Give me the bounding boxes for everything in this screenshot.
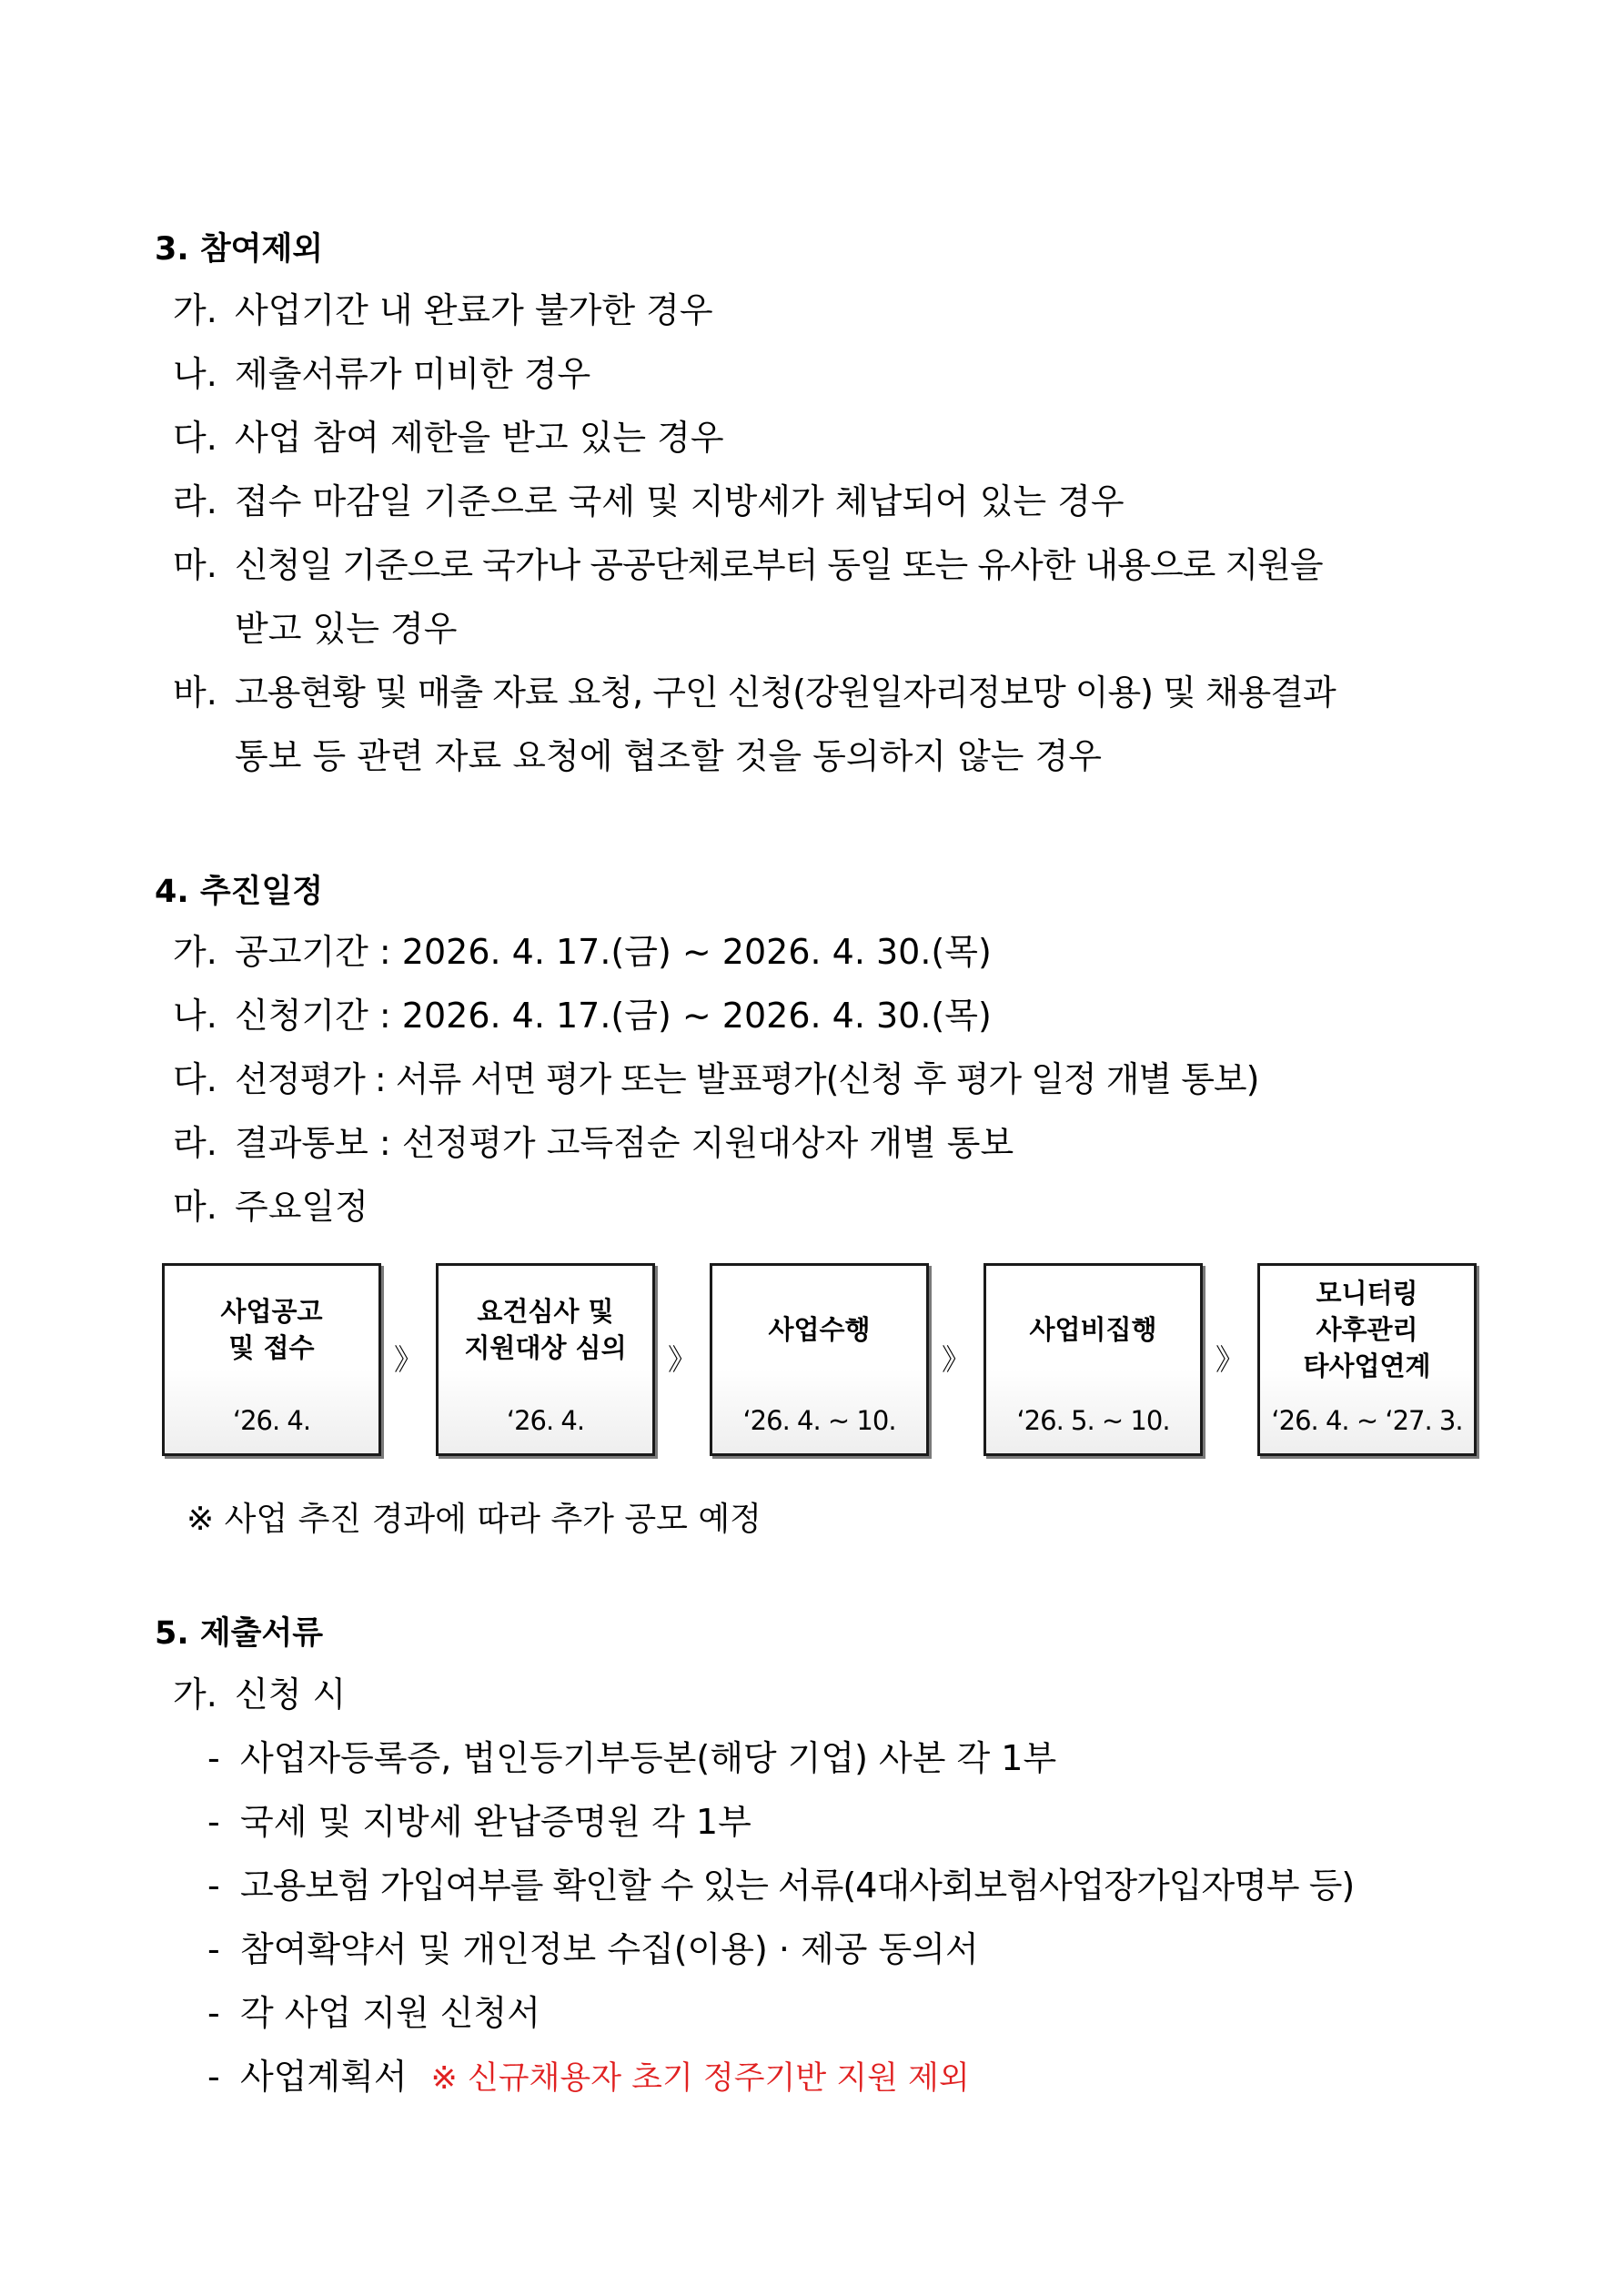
flow-step-title [439, 1266, 652, 1393]
item-text: 결과통보 : 선정평가 고득점순 지원대상자 개별 통보 [235, 1123, 1014, 1163]
item-text: 공고기간 : 2026. 4. 17.(금) ~ 2026. 4. 30.(목) [235, 932, 992, 972]
section-4-item [173, 1047, 1469, 1111]
document-exclusion-note: ※ 신규채용자 초기 정주기반 지원 제외 [430, 2060, 970, 2097]
flow-step-execution [710, 1263, 929, 1456]
item-text: 사업 참여 제한을 받고 있는 경우 [235, 418, 724, 458]
flow-step-title [165, 1266, 378, 1393]
document-text: 사업계획서 [240, 2057, 408, 2097]
item-marker: 바. [173, 673, 217, 713]
schedule-flow [162, 1263, 1481, 1458]
section-3-item [173, 533, 1469, 661]
item-marker: 마. [173, 1187, 217, 1227]
flow-step-title [712, 1266, 926, 1393]
flow-arrow-icon: 》 [941, 1342, 971, 1377]
section-4-item [173, 1111, 1469, 1175]
item-marker: 라. [173, 481, 217, 521]
section-3-item [173, 342, 1469, 406]
item-marker: 가. [173, 290, 217, 330]
section-4-item [173, 984, 1469, 1047]
dash-marker: - [207, 1993, 220, 2033]
item-continuation: 받고 있는 경우 [235, 609, 458, 649]
document-text: 사업자등록증, 법인등기부등본(해당 기업) 사본 각 1부 [240, 1738, 1057, 1778]
flow-step-expenditure [983, 1263, 1203, 1456]
dash-marker: - [207, 2057, 220, 2097]
schedule-note: ※ 사업 추진 경과에 따라 추가 공모 예정 [187, 1501, 762, 1538]
document-list-item [207, 1726, 1488, 1790]
section-3-heading: 3. 참여제외 [155, 231, 324, 268]
section-4-item [173, 1175, 1469, 1239]
item-marker: 나. [173, 354, 217, 394]
document-list-item [207, 1790, 1488, 1854]
flow-step-date: ‘26. 4. [506, 1405, 585, 1436]
flow-step-title-line: 모니터링 [1316, 1278, 1418, 1309]
document-list-item [207, 1917, 1488, 1981]
flow-step-date: ‘26. 5. ~ 10. [1016, 1405, 1170, 1436]
item-continuation: 통보 등 관련 자료 요청에 협조할 것을 동의하지 않는 경우 [235, 736, 1102, 776]
flow-step-review [436, 1263, 655, 1456]
item-marker: 나. [173, 996, 217, 1036]
item-marker: 라. [173, 1123, 217, 1163]
flow-step-title-line: 지원대상 심의 [464, 1332, 627, 1363]
flow-step-date: ‘26. 4. ~ 10. [742, 1405, 896, 1436]
item-text: 선정평가 : 서류 서면 평가 또는 발표평가(신청 후 평가 일정 개별 통보) [235, 1059, 1259, 1099]
flow-step-title [1260, 1266, 1474, 1393]
flow-step-monitoring [1257, 1263, 1477, 1456]
section-4-heading: 4. 추진일정 [155, 874, 324, 910]
section-3-item [173, 278, 1469, 342]
item-marker: 가. [173, 932, 217, 972]
document-list-item [207, 2045, 1488, 2110]
section-3-item [173, 470, 1469, 533]
dash-marker: - [207, 1866, 219, 1906]
flow-step-title-line: 요건심사 및 [477, 1296, 614, 1327]
item-text: 접수 마감일 기준으로 국세 및 지방세가 체납되어 있는 경우 [235, 481, 1125, 521]
item-marker: 다. [173, 418, 217, 458]
item-text: 주요일정 [235, 1187, 368, 1227]
section-5-heading: 5. 제출서류 [155, 1615, 324, 1652]
section-4-item [173, 920, 1469, 984]
item-text: 신청일 기준으로 국가나 공공단체로부터 동일 또는 유사한 내용으로 지원을 [235, 545, 1323, 585]
flow-arrow-icon: 》 [667, 1342, 697, 1377]
dash-marker: - [207, 1929, 220, 1969]
item-text: 제출서류가 미비한 경우 [235, 354, 591, 394]
flow-step-announcement [162, 1263, 381, 1456]
document-list-item [207, 1981, 1488, 2045]
section-5-item [173, 1663, 1469, 1726]
item-text: 신청기간 : 2026. 4. 17.(금) ~ 2026. 4. 30.(목) [235, 996, 992, 1036]
flow-step-title [986, 1266, 1200, 1393]
item-text: 사업기간 내 완료가 불가한 경우 [235, 290, 713, 330]
item-marker: 마. [173, 545, 217, 585]
flow-step-title-line: 사후관리 [1316, 1314, 1418, 1345]
dash-marker: - [207, 1738, 220, 1778]
flow-step-title-line: 사업수행 [768, 1314, 871, 1345]
item-marker: 가. [173, 1674, 217, 1714]
document-text: 국세 및 지방세 완납증명원 각 1부 [240, 1802, 751, 1842]
item-text: 신청 시 [235, 1674, 347, 1714]
section-3-item [173, 406, 1469, 470]
flow-step-date: ‘26. 4. [232, 1405, 311, 1436]
flow-arrow-icon: 》 [1215, 1342, 1245, 1377]
flow-step-title-line: 및 접수 [228, 1332, 315, 1363]
flow-step-title-line: 사업공고 [220, 1296, 323, 1327]
section-3-item [173, 661, 1469, 788]
document-text: 고용보험 가입여부를 확인할 수 있는 서류(4대사회보험사업장가입자명부 등) [240, 1866, 1355, 1906]
flow-step-title-line: 타사업연계 [1303, 1350, 1431, 1381]
item-marker: 다. [173, 1059, 217, 1099]
document-list-item [207, 1854, 1488, 1917]
dash-marker: - [207, 1802, 220, 1842]
item-text: 고용현황 및 매출 자료 요청, 구인 신청(강원일자리정보망 이용) 및 채용결과 [235, 673, 1336, 713]
document-text: 참여확약서 및 개인정보 수집(이용) · 제공 동의서 [240, 1929, 979, 1969]
flow-step-date: ‘26. 4. ~ ‘27. 3. [1271, 1405, 1463, 1436]
document-text: 각 사업 지원 신청서 [240, 1993, 540, 2033]
flow-step-title-line: 사업비집행 [1029, 1314, 1157, 1345]
flow-arrow-icon: 》 [393, 1342, 423, 1377]
